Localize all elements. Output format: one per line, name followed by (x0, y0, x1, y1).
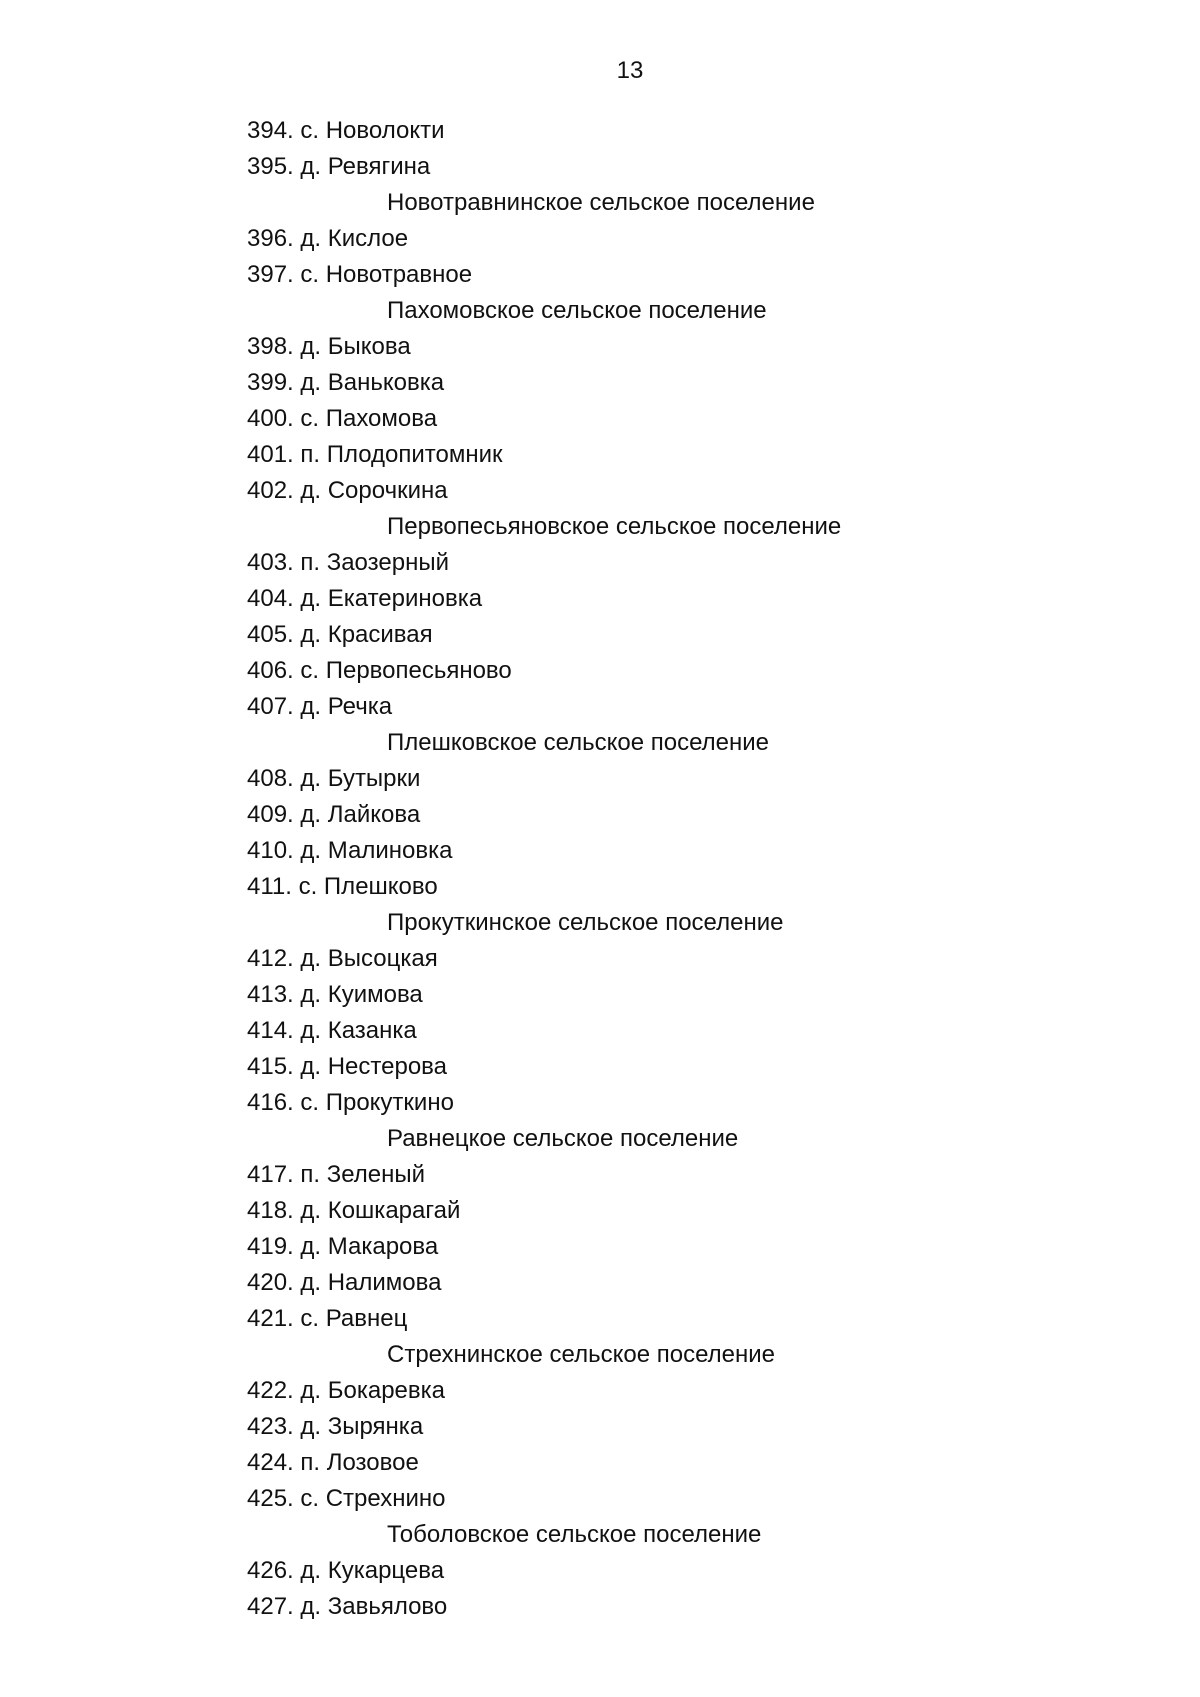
list-item: 406. с. Первопесьяново (247, 657, 512, 684)
list-item: 417. п. Зеленый (247, 1161, 426, 1188)
list-item: 421. с. Равнец (247, 1305, 408, 1332)
list-item: 412. д. Высоцкая (247, 945, 438, 972)
list-item: 407. д. Речка (247, 693, 393, 720)
section-heading: Первопесьяновское сельское поселение (387, 513, 842, 540)
list-item: 427. д. Завьялово (247, 1593, 448, 1620)
list-item: 397. с. Новотравное (247, 261, 473, 288)
page-number: 13 (616, 57, 644, 84)
list-item: 409. д. Лайкова (247, 801, 421, 828)
section-heading: Прокуткинское сельское поселение (387, 909, 784, 936)
list-item: 426. д. Кукарцева (247, 1557, 445, 1584)
list-item: 418. д. Кошкарагай (247, 1197, 461, 1224)
list-item: 395. д. Ревягина (247, 153, 431, 180)
list-item: 394. с. Новолокти (247, 117, 445, 144)
list-item: 399. д. Ваньковка (247, 369, 445, 396)
list-item: 402. д. Сорочкина (247, 477, 448, 504)
list-item: 410. д. Малиновка (247, 837, 453, 864)
list-item: 411. с. Плешково (247, 873, 438, 900)
list-item: 403. п. Заозерный (247, 549, 449, 576)
list-item: 396. д. Кислое (247, 225, 409, 252)
list-item: 424. п. Лозовое (247, 1449, 419, 1476)
section-heading: Тоболовское сельское поселение (387, 1521, 762, 1548)
list-item: 408. д. Бутырки (247, 765, 421, 792)
list-item: 425. с. Стрехнино (247, 1485, 446, 1512)
list-item: 420. д. Налимова (247, 1269, 442, 1296)
settlement-list (247, 113, 1107, 1625)
list-item: 413. д. Куимова (247, 981, 423, 1008)
list-item: 405. д. Красивая (247, 621, 433, 648)
list-item: 401. п. Плодопитомник (247, 441, 503, 468)
list-item: 423. д. Зырянка (247, 1413, 424, 1440)
list-item: 416. с. Прокуткино (247, 1089, 454, 1116)
section-heading: Пахомовское сельское поселение (387, 297, 767, 324)
list-item: 400. с. Пахомова (247, 405, 438, 432)
list-item: 404. д. Екатериновка (247, 585, 483, 612)
section-heading: Равнецкое сельское поселение (387, 1125, 739, 1152)
list-item: 415. д. Нестерова (247, 1053, 447, 1080)
section-heading: Новотравнинское сельское поселение (387, 189, 815, 216)
list-item: 398. д. Быкова (247, 333, 411, 360)
list-item: 419. д. Макарова (247, 1233, 439, 1260)
list-item: 414. д. Казанка (247, 1017, 417, 1044)
section-heading: Стрехнинское сельское поселение (387, 1341, 775, 1368)
section-heading: Плешковское сельское поселение (387, 729, 770, 756)
list-item: 422. д. Бокаревка (247, 1377, 446, 1404)
